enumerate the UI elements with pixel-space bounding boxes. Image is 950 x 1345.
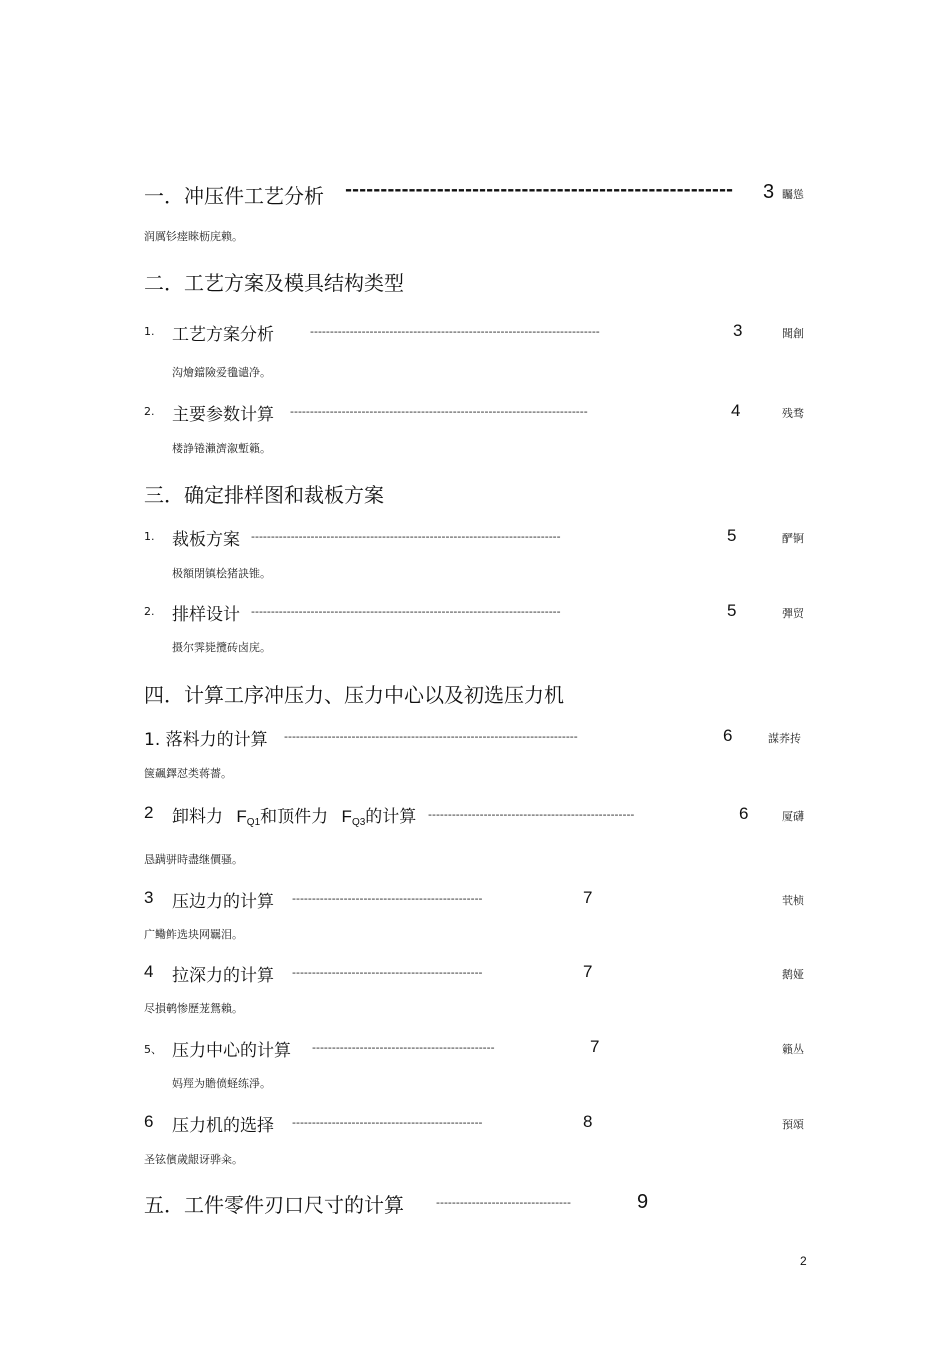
toc-s2-1-side: 聞創	[782, 327, 804, 340]
toc-s2-2-num: 2.	[144, 405, 155, 418]
toc-s4-3-side: 茕桢	[782, 894, 804, 907]
toc-s4-4-dots: ------------------------------------------------	[292, 966, 483, 979]
toc-s3-1-title: 裁板方案	[172, 530, 240, 550]
toc-s1-page: 3	[763, 181, 775, 203]
toc-s4-1-note: 箧飆鐸怼类蒋薔。	[144, 767, 232, 780]
toc-s3-2-note: 摄尔霁毙攬砖卤庑。	[172, 641, 271, 654]
toc-s2-2-title: 主要参数计算	[172, 405, 274, 425]
toc-s4-5-note: 妈羥为贍偾蛏练淨。	[172, 1077, 271, 1090]
toc-s3-1-dots: ------------------------------------------------------------------------------	[251, 530, 561, 543]
toc-s3-2-num: 2.	[144, 605, 155, 618]
toc-s4-4-side: 鹅娅	[782, 968, 804, 981]
toc-s4-1-title: 1. 落料力的计算	[144, 730, 268, 750]
toc-s4-3-dots: ------------------------------------------------	[292, 892, 483, 905]
toc-s3-2-dots: ------------------------------------------------------------------------------	[251, 605, 561, 618]
toc-s2-1-note: 沟燴鐺險爱氇谴净。	[172, 366, 271, 379]
toc-s4-2-f2: F	[341, 807, 352, 826]
toc-s3-2-title: 排样设计	[172, 605, 240, 625]
toc-s4-6-note: 圣铉儐歲龈讶骅籴。	[144, 1153, 243, 1166]
page-number: 2	[800, 1254, 807, 1268]
toc-s2-1-page: 3	[733, 321, 743, 340]
toc-s3-2-page: 5	[727, 601, 737, 620]
toc-s4-6-num: 6	[144, 1112, 154, 1131]
toc-s3-2-side: 彈贸	[782, 607, 804, 620]
toc-s4-2-num: 2	[144, 803, 154, 822]
toc-s4-6-title: 压力机的选择	[172, 1116, 274, 1136]
toc-s3-1-note: 极額閉镇桧猪訣锥。	[172, 567, 271, 580]
toc-s4-5-page: 7	[590, 1037, 600, 1056]
toc-s2-2-note: 楼諍锩瀨濟溆塹籟。	[172, 442, 271, 455]
toc-s1-title: 一．冲压件工艺分析	[144, 184, 324, 208]
toc-s3-1-side: 酽锕	[782, 532, 804, 545]
toc-s4-2-f1sub: Q1	[246, 817, 261, 828]
toc-s4-5-dots: ----------------------------------------------	[312, 1041, 495, 1054]
toc-s2-1-dots: -------------------------------------------------------------------------	[310, 325, 600, 338]
toc-s2-2-dots: ---------------------------------------------------------------------------	[290, 405, 588, 418]
toc-s2-2-side: 残骛	[782, 407, 804, 420]
toc-s4-2-side: 厦礴	[782, 810, 804, 823]
toc-s4-1-side: 謀荞抟	[768, 732, 801, 745]
toc-s4-5-side: 籟丛	[782, 1043, 804, 1056]
toc-s2-title: 二．工艺方案及模具结构类型	[144, 271, 404, 295]
toc-s4-4-page: 7	[583, 962, 593, 981]
toc-s2-1-title: 工艺方案分析	[172, 325, 274, 345]
toc-s3-1-num: 1.	[144, 530, 155, 543]
toc-s4-5-title: 压力中心的计算	[172, 1041, 291, 1061]
toc-s4-1-page: 6	[723, 726, 733, 745]
toc-s4-3-note: 广鳓鲊选块网羈泪。	[144, 928, 243, 941]
toc-s4-5-num: 5、	[144, 1043, 162, 1056]
toc-s5-page: 9	[637, 1191, 649, 1213]
toc-s4-2-dots: ----------------------------------------------------	[428, 808, 635, 821]
toc-s4-2-page: 6	[739, 804, 749, 823]
toc-s4-4-num: 4	[144, 962, 154, 981]
toc-s4-2-f2sub: Q3	[351, 817, 366, 828]
toc-s1-dots: -------------------------------------------------------	[345, 180, 734, 200]
toc-s4-title: 四．计算工序冲压力、压力中心以及初选压力机	[144, 683, 564, 707]
toc-s4-2-title-b: 和顶件力	[260, 807, 329, 827]
toc-s4-2-title	[172, 802, 416, 828]
toc-s2-2-page: 4	[731, 401, 741, 420]
toc-s4-6-side: 預頌	[782, 1118, 804, 1131]
toc-s2-1-num: 1.	[144, 325, 155, 338]
toc-s4-2-title-c: 的计算	[365, 807, 417, 827]
toc-s4-2-f1: F	[236, 807, 247, 826]
toc-s1-side: 矚慫	[782, 188, 804, 201]
toc-s4-3-title: 压边力的计算	[172, 892, 274, 912]
toc-s4-1-dots: --------------------------------------------------------------------------	[284, 730, 578, 743]
toc-s4-6-dots: ------------------------------------------------	[292, 1116, 483, 1129]
toc-s4-2-title-a: 卸料力	[172, 807, 223, 827]
toc-s4-3-num: 3	[144, 888, 154, 907]
toc-s4-2-note: 恳蹒骈時盡继價骚。	[144, 853, 243, 866]
toc-s4-3-page: 7	[583, 888, 593, 907]
toc-s4-4-note: 尽損鹌惨歷茏鴛賴。	[144, 1002, 243, 1015]
toc-s1-note: 润厲钐瘗睞枥庑赖。	[144, 230, 243, 243]
toc-s4-6-page: 8	[583, 1112, 593, 1131]
toc-s5-title: 五．工件零件刃口尺寸的计算	[144, 1193, 404, 1217]
toc-s3-title: 三．确定排样图和裁板方案	[144, 483, 384, 507]
toc-s5-dots: ----------------------------------	[436, 1196, 571, 1209]
toc-s4-4-title: 拉深力的计算	[172, 966, 274, 986]
toc-s3-1-page: 5	[727, 526, 737, 545]
